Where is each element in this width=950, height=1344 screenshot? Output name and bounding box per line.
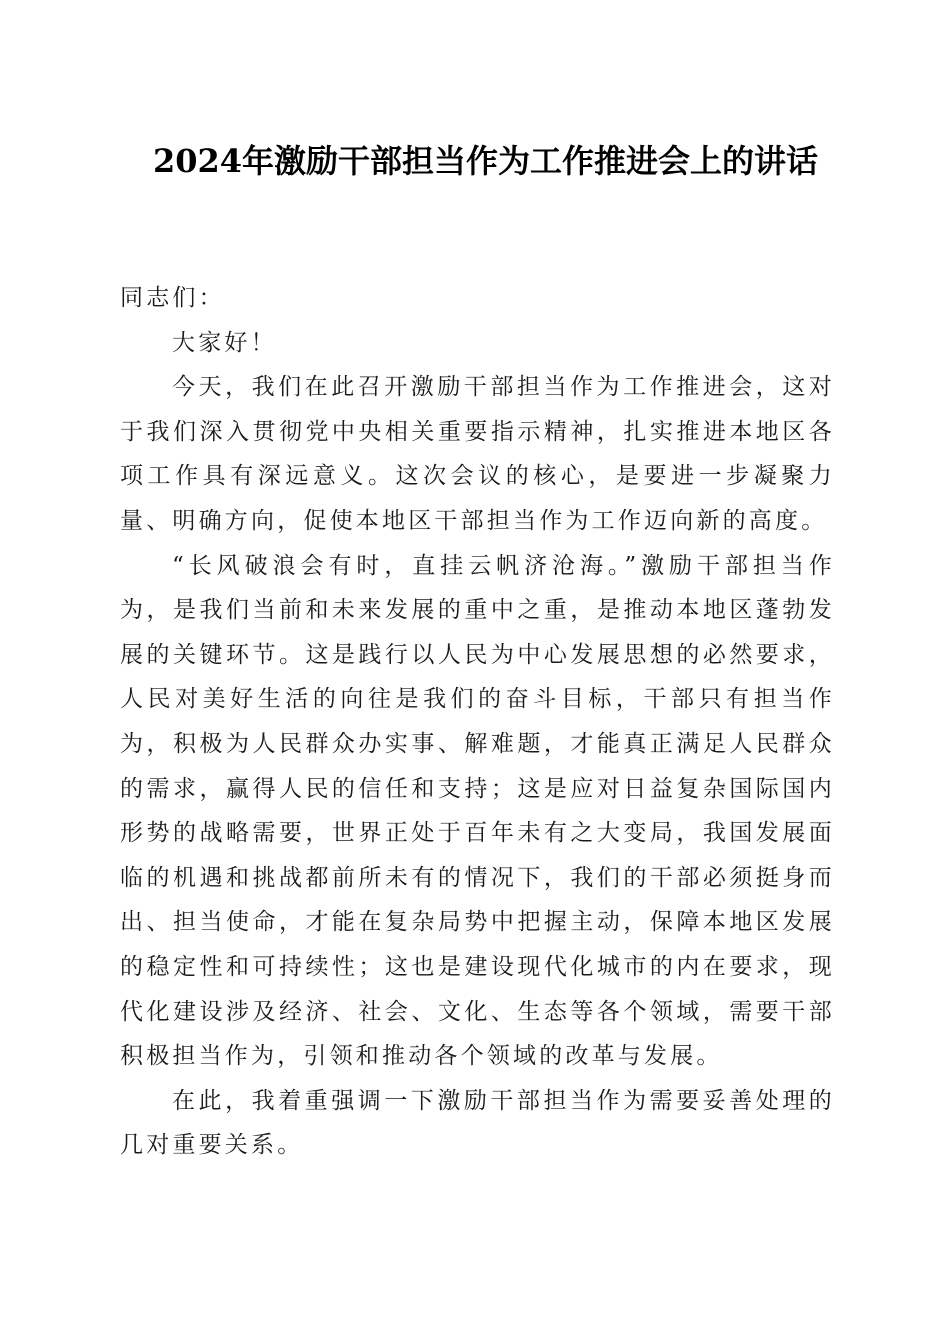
paragraph-significance: “长风破浪会有时，直挂云帆济沧海。”激励干部担当作为，是我们当前和未来发展的重中之重，是推动本地区蓬勃发展的关键环节。这是践行以人民为中心发展思想的必然要求，人民对美好生活的向往是我们的奋斗目标，干部只有担当作为，积极为人民群众办实事、解难题，才能真正满足人民群众的需求，赢得人民的信任和支持；这是应对日益复杂国际国内形势的战略需要，世界正处于百年未有之大变局，我国发展面临的机遇和挑战都前所未有的情况下，我们的干部必须挺身而出、担当使命，才能在复杂局势中把握主动，保障本地区发展的稳定性和可持续性；这也是建设现代化城市的内在要求，现代化建设涉及经济、社会、文化、生态等各个领域，需要干部积极担当作为，引领和推动各个领域的改革与发展。 — [120, 552, 835, 1070]
document-title: 2024年激励干部担当作为工作推进会上的讲话 — [152, 142, 819, 180]
paragraph-opening: 今天，我们在此召开激励干部担当作为工作推进会，这对于我们深入贯彻党中央相关重要指示精神，扎实推进本地区各项工作具有深远意义。这次会议的核心，是要进一步凝聚力量、明确方向，促使本地区干部担当作为工作迈向新的高度。 — [120, 374, 835, 534]
salutation: 同志们： — [120, 285, 225, 311]
paragraph-greeting: 大家好！ — [172, 329, 277, 356]
paragraph-transition: 在此，我着重强调一下激励干部担当作为需要妥善处理的几对重要关系。 — [120, 1087, 835, 1159]
document-body — [120, 276, 835, 1168]
